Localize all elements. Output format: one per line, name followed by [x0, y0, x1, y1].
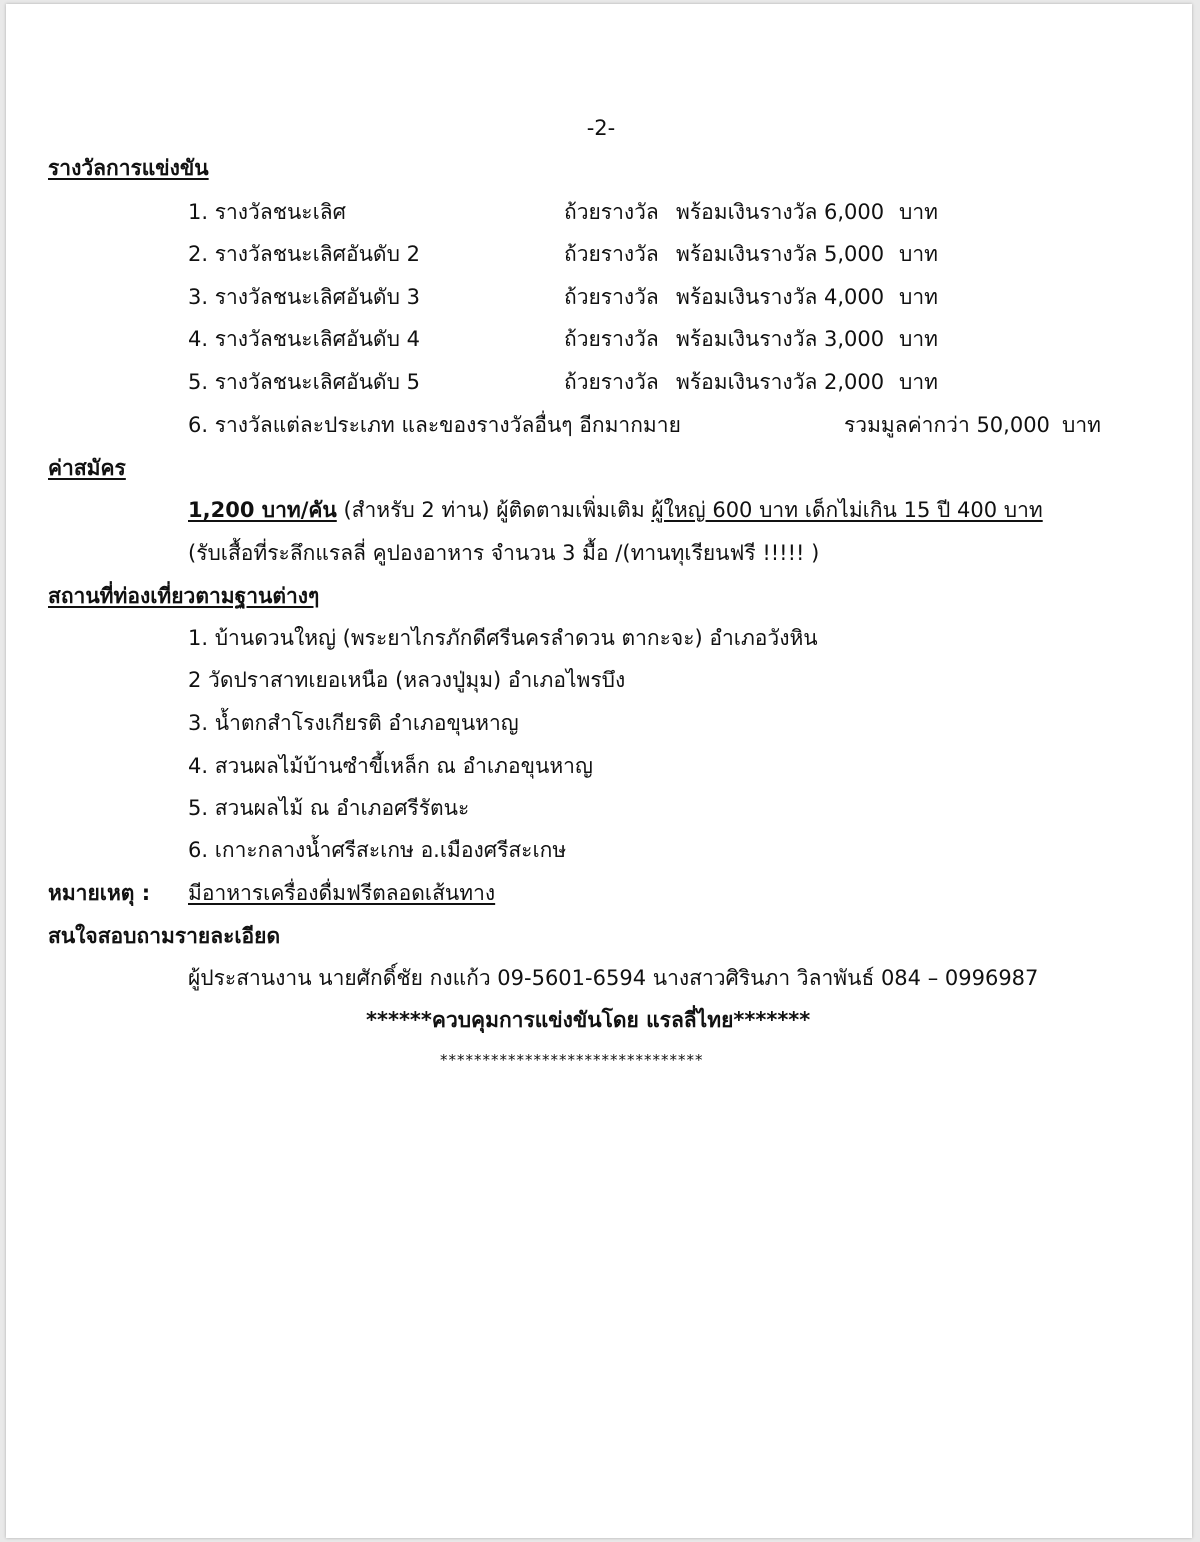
- prize-unit: บาท: [899, 370, 938, 394]
- contact-line: ผู้ประสานงาน นายศักดิ์ชัย กงแก้ว 09-5601-6594 นางสาวศิรินภา วิลาพันธ์ 084 – 0996987: [188, 966, 1039, 990]
- prize-unit: บาท: [899, 200, 938, 224]
- prize-label: 6. รางวัลแต่ละประเภท และของรางวัลอื่นๆ อีกมากมาย: [188, 413, 681, 437]
- prize-cash: พร้อมเงินรางวัล 6,000: [676, 200, 885, 224]
- document-page: [6, 4, 1192, 1538]
- prize-value: รวมมูลค่ากว่า 50,000: [844, 413, 1050, 437]
- fee-includes: (รับเสื้อที่ระลึกแรลลี่ คูปองอาหาร จำนวน 3 มื้อ /(ทานทุเรียนฟรี !!!!! ): [188, 541, 820, 565]
- prize-label: 4. รางวัลชนะเลิศอันดับ 4: [188, 327, 420, 351]
- prize-label: 1. รางวัลชนะเลิศ: [188, 200, 346, 224]
- note-label: หมายเหตุ :: [48, 881, 151, 905]
- prize-unit: บาท: [1062, 413, 1101, 437]
- prizes-heading: รางวัลการแข่งขัน: [48, 156, 209, 180]
- prize-label: 2. รางวัลชนะเลิศอันดับ 2: [188, 242, 420, 266]
- place-item: 3. น้ำตกสำโรงเกียรติ อำเภอขุนหาญ: [188, 711, 519, 735]
- prize-trophy: ถ้วยรางวัล: [564, 285, 659, 309]
- prize-trophy: ถ้วยรางวัล: [564, 327, 659, 351]
- organizer-line: ******ควบคุมการแข่งขันโดย แรลลี่ไทย*******: [366, 1008, 811, 1032]
- stars-divider: *******************************: [440, 1051, 704, 1069]
- page-number: -2-: [586, 116, 616, 140]
- prize-unit: บาท: [899, 327, 938, 351]
- prize-trophy: ถ้วยรางวัล: [564, 370, 659, 394]
- note-text: มีอาหารเครื่องดื่มฟรีตลอดเส้นทาง: [188, 881, 496, 905]
- place-item: 1. บ้านดวนใหญ่ (พระยาไกรภักดีศรีนครลำดวน ตากะจะ) อำเภอวังหิน: [188, 626, 818, 650]
- prize-unit: บาท: [899, 285, 938, 309]
- place-item: 5. สวนผลไม้ ณ อำเภอศรีรัตนะ: [188, 796, 470, 820]
- fee-followers: ผู้ใหญ่ 600 บาท เด็กไม่เกิน 15 ปี 400 บาท: [651, 498, 1043, 522]
- prize-cash: พร้อมเงินรางวัล 2,000: [676, 370, 885, 394]
- fee-for-two: (สำหรับ 2 ท่าน) ผู้ติดตามเพิ่มเติม: [343, 498, 645, 522]
- fee-price: 1,200 บาท/คัน: [188, 498, 337, 522]
- prize-unit: บาท: [899, 242, 938, 266]
- prize-label: 3. รางวัลชนะเลิศอันดับ 3: [188, 285, 420, 309]
- contact-heading: สนใจสอบถามรายละเอียด: [48, 924, 281, 948]
- place-item: 2 วัดปราสาทเยอเหนือ (หลวงปู่มุม) อำเภอไพรบึง: [188, 668, 626, 692]
- prize-cash: พร้อมเงินรางวัล 3,000: [676, 327, 885, 351]
- place-item: 6. เกาะกลางน้ำศรีสะเกษ อ.เมืองศรีสะเกษ: [188, 838, 567, 862]
- place-item: 4. สวนผลไม้บ้านซำขี้เหล็ก ณ อำเภอขุนหาญ: [188, 754, 593, 778]
- prize-label: 5. รางวัลชนะเลิศอันดับ 5: [188, 370, 420, 394]
- places-heading: สถานที่ท่องเที่ยวตามฐานต่างๆ: [48, 584, 320, 608]
- prize-trophy: ถ้วยรางวัล: [564, 242, 659, 266]
- fee-heading: ค่าสมัคร: [48, 456, 126, 480]
- fee-line: [188, 496, 1043, 524]
- prize-cash: พร้อมเงินรางวัล 5,000: [676, 242, 885, 266]
- prize-trophy: ถ้วยรางวัล: [564, 200, 659, 224]
- prize-cash: พร้อมเงินรางวัล 4,000: [676, 285, 885, 309]
